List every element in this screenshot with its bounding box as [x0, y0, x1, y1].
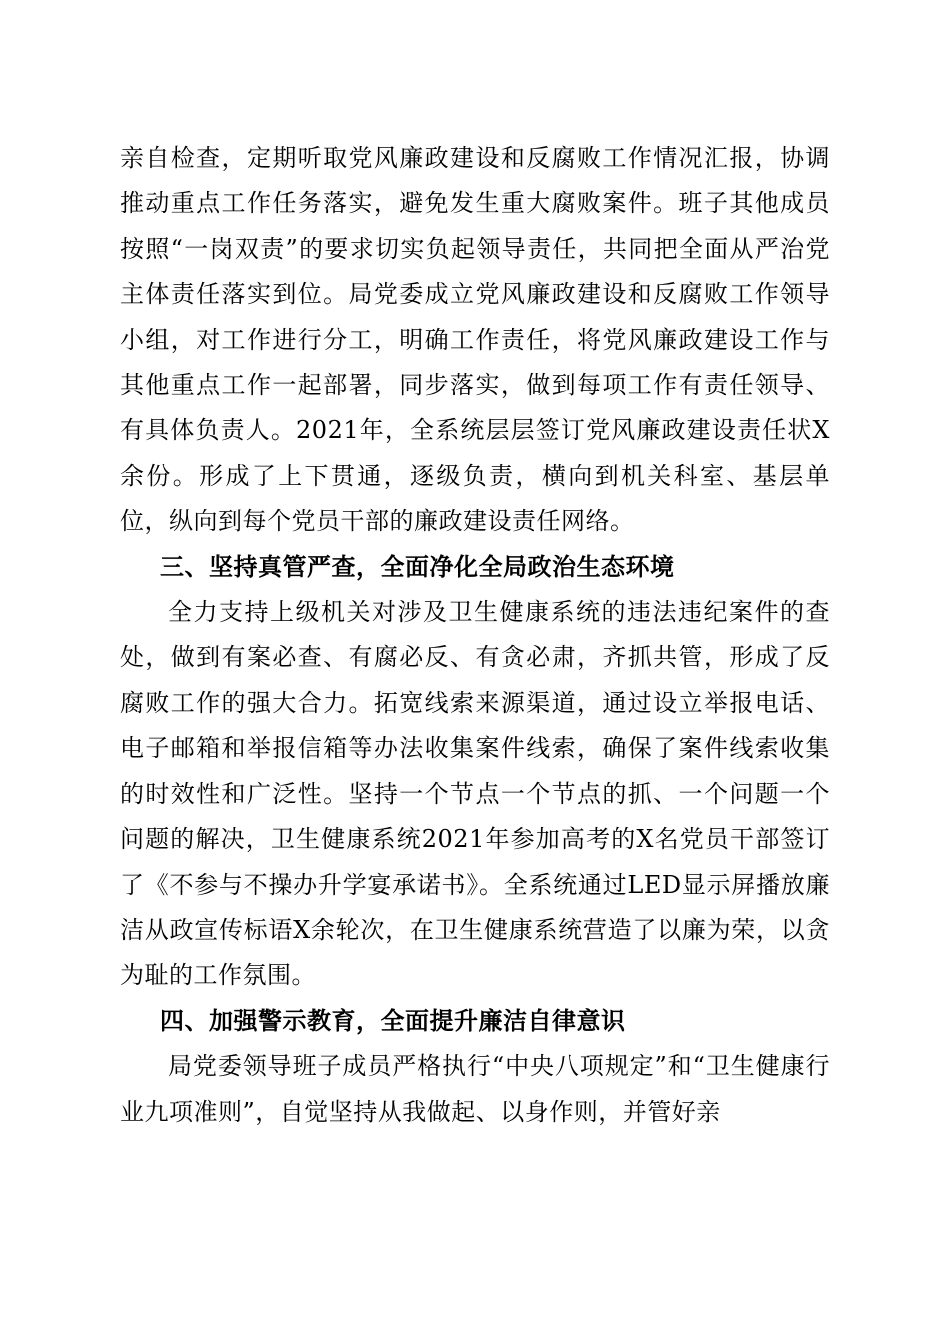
body-paragraph-section-3: 全力支持上级机关对涉及卫生健康系统的违法违纪案件的查处，做到有案必查、有腐必反、有贪必肃，齐抓共管，形成了反腐败工作的强大合力。拓宽线索来源渠道，通过设立举报电话、电子邮箱和举报信箱等办法收集案件线索，确保了案件线索收集的时效性和广泛性。坚持一个节点一个节点的抓、一个问题一个问题的解决，卫生健康系统2021年参加高考的X名党员干部签订了《不参与不操办升学宴承诺书》。全系统通过LED显示屏播放廉洁从政宣传标语X余轮次，在卫生健康系统营造了以廉为荣，以贪为耻的工作氛围。: [120, 598, 830, 990]
section-heading-4: 四、加强警示教育，全面提升廉洁自律意识: [160, 1006, 626, 1035]
body-paragraph-continued: 亲自检查，定期听取党风廉政建设和反腐败工作情况汇报，协调推动重点工作任务落实，避免发生重大腐败案件。班子其他成员按照“一岗双责”的要求切实负起领导责任，共同把全面从严治党主体责任落实到位。局党委成立党风廉政建设和反腐败工作领导小组，对工作进行分工，明确工作责任，将党风廉政建设工作与其他重点工作一起部署，同步落实，做到每项工作有责任领导、有具体负责人。2021年，全系统层层签订党风廉政建设责任状X余份。形成了上下贯通，逐级负责，横向到机关科室、基层单位，纵向到每个党员干部的廉政建设责任网络。: [120, 144, 830, 536]
body-paragraph-section-4: 局党委领导班子成员严格执行“中央八项规定”和“卫生健康行业九项准则”，自觉坚持从我做起、以身作则，并管好亲: [120, 1052, 830, 1126]
document-page: [120, 136, 830, 1135]
section-heading-3: 三、坚持真管严查，全面净化全局政治生态环境: [160, 552, 675, 581]
